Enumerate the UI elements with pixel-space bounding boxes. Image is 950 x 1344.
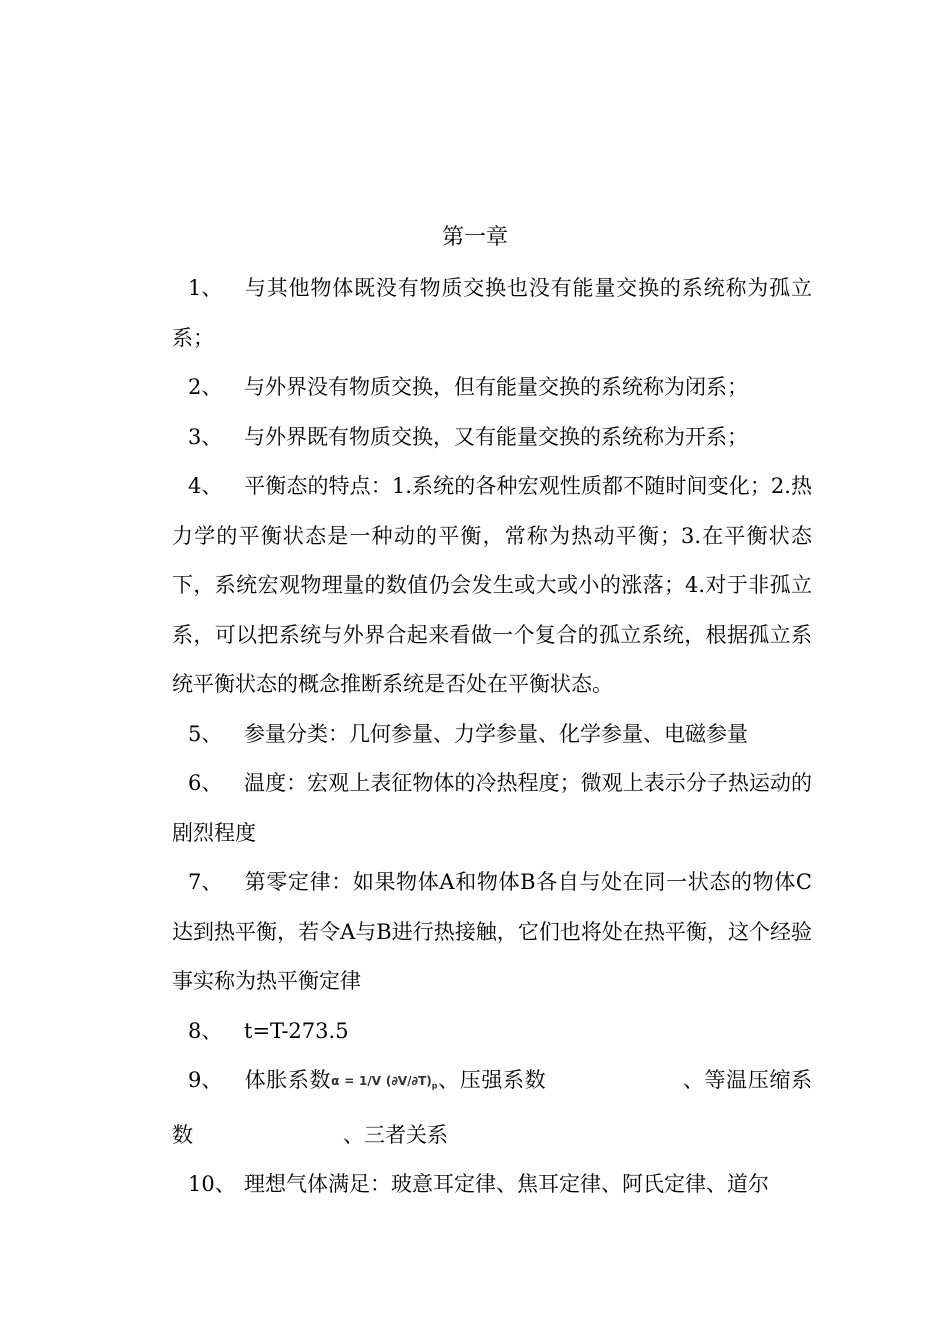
item-text: t=T-273.5 [244, 1018, 349, 1043]
item-number: 3、 [188, 424, 223, 449]
formula-text: α = 1/V (∂V/∂T) [331, 1074, 432, 1088]
list-item [172, 363, 812, 413]
item-number: 10、 [188, 1172, 236, 1197]
item-number: 7、 [188, 870, 223, 894]
item-text: 理想气体满足：玻意耳定律、焦耳定律、阿氏定律、道尔 [244, 1172, 769, 1197]
item-number: 6、 [188, 771, 223, 795]
chapter-title: 第一章 [441, 225, 508, 250]
list-item [172, 413, 812, 463]
formula-subscript: p [431, 1081, 438, 1091]
item-number: 4、 [188, 474, 223, 498]
item-text: 与其他物体既没有物质交换也没有能量交换的系统称为孤立系； [172, 276, 812, 350]
item-text: 温度：宏观上表征物体的冷热程度；微观上表示分子热运动的剧烈程度 [172, 771, 812, 845]
item-number: 8、 [188, 1018, 223, 1043]
item-number: 9、 [188, 1068, 223, 1092]
list-item [172, 1007, 812, 1057]
list-item [172, 462, 812, 710]
list-item [172, 1160, 812, 1210]
expansion-coefficient-formula [331, 1074, 438, 1091]
item-text: 与外界既有物质交换，又有能量交换的系统称为开系； [244, 424, 748, 449]
item-text: 与外界没有物质交换，但有能量交换的系统称为闭系； [244, 375, 748, 399]
content-body [172, 264, 812, 1210]
list-item [172, 710, 812, 760]
item-number: 5、 [188, 721, 223, 746]
list-item [172, 858, 812, 1007]
item-text: 平衡态的特点：1.系统的各种宏观性质都不随时间变化；2.热力学的平衡状态是一种动的平衡，常称为热动平衡；3.在平衡状态下，系统宏观物理量的数值仍会发生或大或小的涨落；4.对于非孤立系，可以把系统与外界合起来看做一个复合的孤立系统，根据孤立系统平衡状态的概念推断系统是否处在平衡状态。 [172, 474, 812, 696]
item-number: 2、 [188, 375, 223, 399]
item-text: 参量分类：几何参量、力学参量、化学参量、电磁参量 [244, 721, 748, 746]
list-item [172, 1056, 812, 1160]
list-item [172, 759, 812, 858]
item-number: 1、 [188, 276, 223, 300]
list-item [172, 264, 812, 363]
item-text: 体胀系数 [244, 1068, 332, 1092]
item-text: 、压强系数 [437, 1068, 547, 1092]
item-text: 第零定律：如果物体A和物体B各自与处在同一状态的物体C达到热平衡，若令A与B进行热接触，它们也将处在热平衡，这个经验事实称为热平衡定律 [172, 870, 812, 993]
item-text: 、三者关系 [343, 1122, 448, 1147]
item-text: 、等温压缩系数 [172, 1068, 813, 1147]
